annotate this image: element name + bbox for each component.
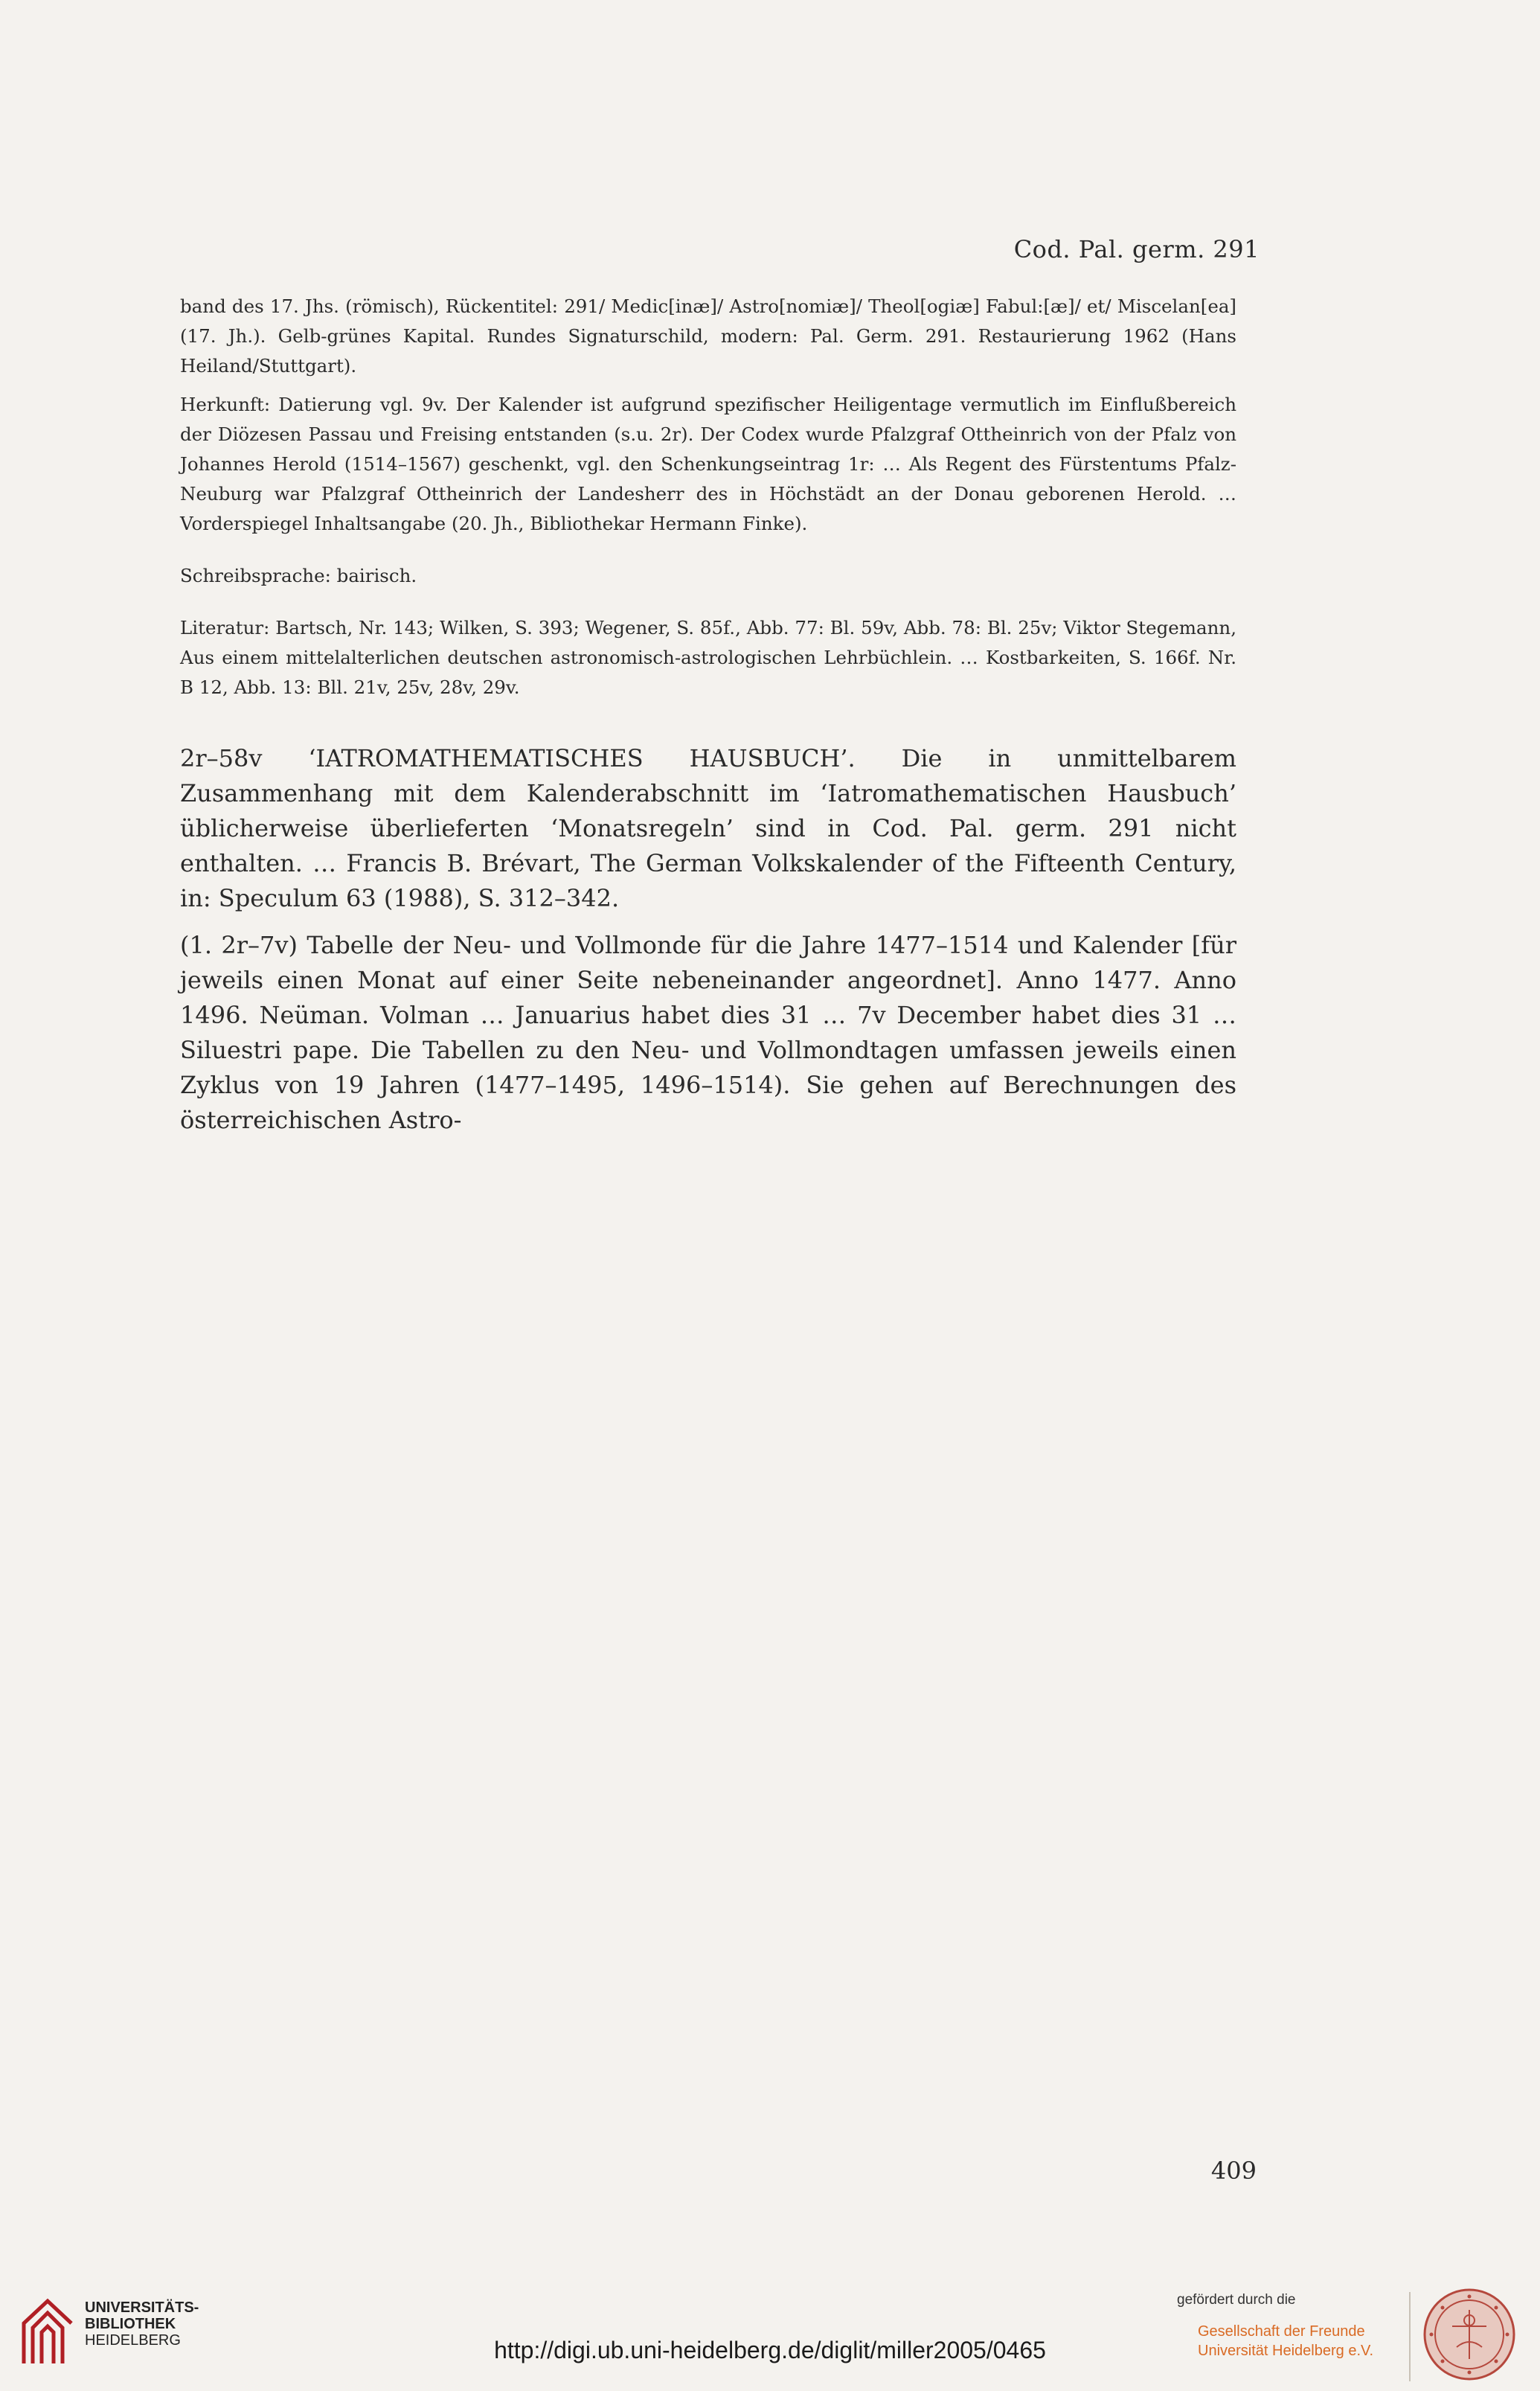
page-body xyxy=(180,292,1236,1150)
running-head: Cod. Pal. germ. 291 xyxy=(1013,235,1260,263)
sponsor-name xyxy=(1198,2322,1373,2360)
university-seal-icon xyxy=(1422,2288,1516,2381)
sponsor-name-line2: Universität Heidelberg e.V. xyxy=(1198,2343,1374,2359)
section-heading-paragraph: 2r–58v ‘IATROMATHEMATISCHES HAUSBUCH’. Die in unmittelbarem Zusammenhang mit dem Kalenderabschnitt im ‘Iatromathematischen Hausbuch’ üblicherweise überlieferten ‘Monatsregeln’ sind in Cod. Pal. germ. 291 nicht enthalten. … Francis B. Brévart, The German Volkskalender of the Fifteenth Century, in: Speculum 63 (1988), S. 312–342. xyxy=(180,744,1236,912)
page-number: 409 xyxy=(1210,2157,1257,2185)
calendar-table-paragraph: (1. 2r–7v) Tabelle der Neu- und Vollmonde für die Jahre 1477–1514 und Kalender [für jeweils einen Monat auf einer Seite nebeneinander angeordnet]. Anno 1477. Anno 1496. Neüman. Volman … Januarius habet dies 31 … 7v December habet dies 31 … Siluestri pape. Die Tabellen zu den Neu- und Vollmondtagen umfassen jeweils einen Zyklus von 19 Jahren (1477–1495, 1496–1514). Sie gehen auf Berechnungen des österreichischen Astro- xyxy=(180,931,1236,1134)
library-name-line3: HEIDELBERG xyxy=(85,2332,181,2349)
literature-paragraph: Literatur: Bartsch, Nr. 143; Wilken, S. 393; Wegener, S. 85f., Abb. 77: Bl. 59v, Abb. 78: Bl. 25v; Viktor Stegemann, Aus einem mittelalterlichen deutschen astronomisch-astrologischen Lehrbüchlein. … Kostbarkeiten, S. 166f. Nr. B 12, Abb. 13: Bll. 21v, 25v, 28v, 29v. xyxy=(180,617,1236,698)
provenance-paragraph: Herkunft: Datierung vgl. 9v. Der Kalender ist aufgrund spezifischer Heiligentage vermutlich im Einflußbereich der Diözesen Passau und Freising entstanden (s.u. 2r). Der Codex wurde Pfalzgraf Ottheinrich von der Pfalz von Johannes Herold (1514–1567) geschenkt, vgl. den Schenkungseintrag 1r: … Als Regent des Fürstentums Pfalz-Neuburg war Pfalzgraf Ottheinrich der Landesherr des in Höchstädt an der Donau geborenen Herold. … Vorderspiegel Inhaltsangabe (20. Jh., Bibliothekar Hermann Finke). xyxy=(180,394,1236,534)
sponsor-name-line1: Gesellschaft der Freunde xyxy=(1198,2323,1365,2340)
writing-language-paragraph: Schreibsprache: bairisch. xyxy=(180,565,417,586)
document-url-link[interactable]: http://digi.ub.uni-heidelberg.de/diglit/miller2005/0465 xyxy=(494,2337,1046,2363)
library-name-line1: UNIVERSITÄTS- xyxy=(85,2299,199,2316)
library-name-line2: BIBLIOTHEK xyxy=(85,2316,176,2332)
sponsor-divider xyxy=(1409,2292,1411,2381)
binding-description-paragraph: band des 17. Jhs. (römisch), Rückentitel: 291/ Medic[inæ]/ Astro[nomiæ]/ Theol[ogiæ] Fabul:[æ]/ et/ Miscelan[ea] (17. Jh.). Gelb-grünes Kapital. Rundes Signaturschild, modern: Pal. Germ. 291. Restaurierung 1962 (Hans Heiland/Stuttgart). xyxy=(180,295,1236,377)
sponsor-label: gefördert durch die xyxy=(1177,2292,1296,2308)
footer-bar xyxy=(0,2277,1540,2391)
